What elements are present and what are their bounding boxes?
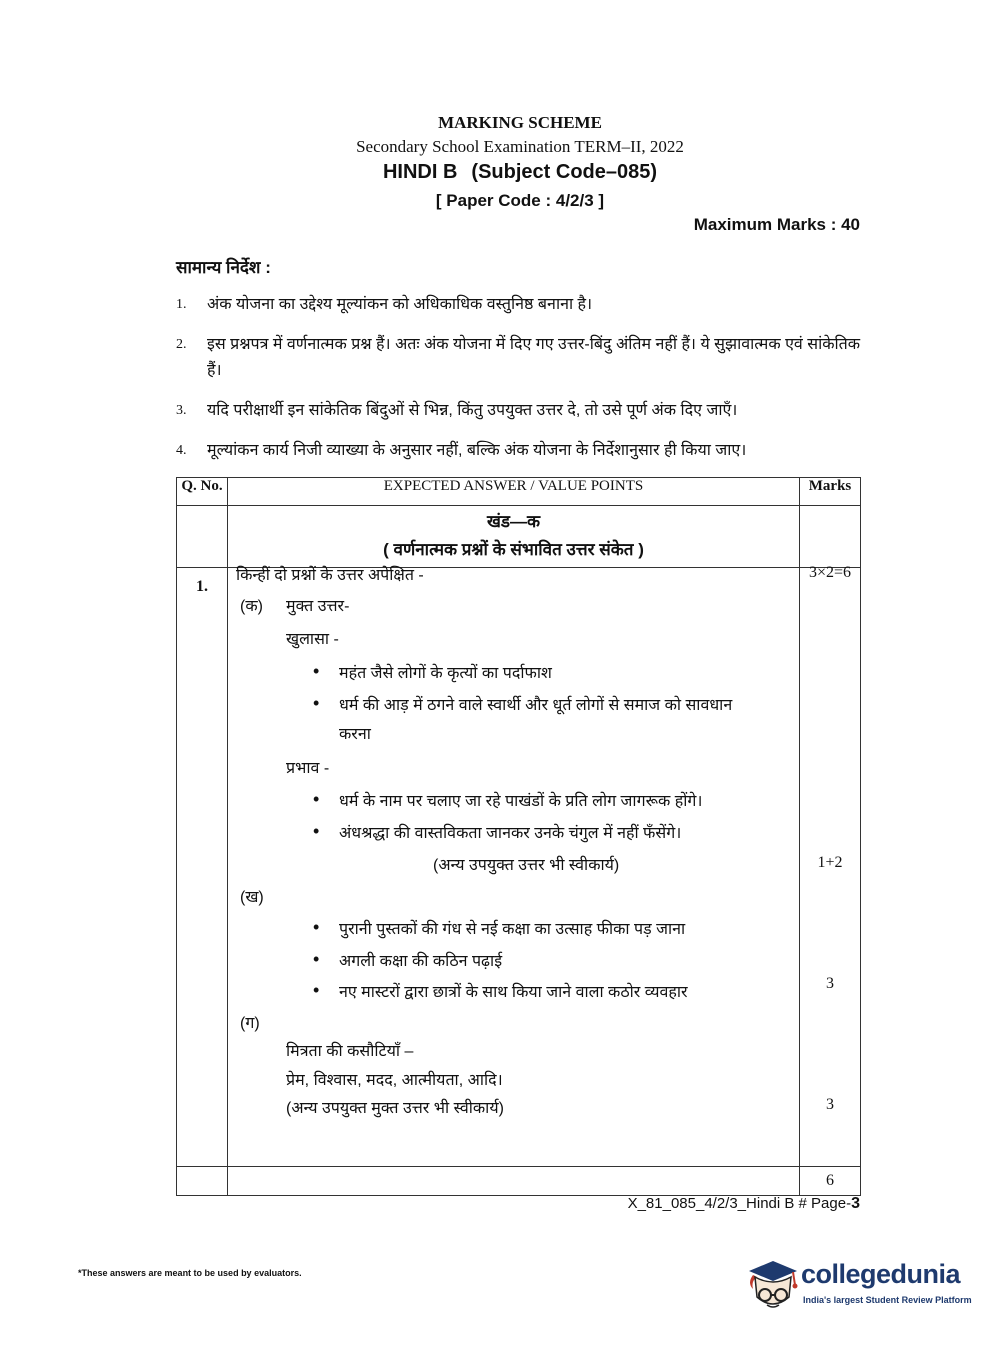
marking-scheme-title: MARKING SCHEME: [438, 113, 602, 132]
instruction-text: इस प्रश्नपत्र में वर्णनात्मक प्रश्न हैं। अतः अंक योजना में दिए गए उत्तर-बिंदु अंतिम नहीं हैं। ये सुझावात्मक एवं सांकेतिक हैं।: [207, 336, 861, 379]
instructions-list: [176, 292, 862, 478]
subject-heading: [0, 161, 1002, 184]
header-qno: Q. No.: [177, 478, 228, 506]
list-item: • महंत जैसे लोगों के कृत्यों का पर्दाफाश: [339, 661, 552, 683]
exam-name: Secondary School Examination TERM–II, 2022: [356, 137, 684, 156]
marks-part-ga: 3: [826, 1096, 834, 1113]
answer-cell: [228, 568, 800, 1167]
instructions-heading: सामान्य निर्देश :: [176, 258, 271, 277]
paper-code: [ Paper Code : 4/2/3 ]: [435, 191, 605, 210]
acceptance-note: (अन्य उपयुक्त उत्तर भी स्वीकार्य): [433, 857, 620, 874]
section-title: खंड—क: [486, 512, 541, 531]
mascot-icon: [743, 1253, 801, 1317]
table-header-row: [177, 478, 861, 506]
part-ga-label: (ग): [240, 1015, 260, 1032]
part-ka-subheading: खुलासा -: [286, 631, 339, 648]
marks-part-ka: 1+2: [817, 854, 843, 871]
header-marks: Marks: [800, 478, 861, 506]
instruction-number: 3.: [176, 403, 187, 418]
page-footer-code: [628, 1195, 860, 1213]
instruction-item: [176, 332, 862, 384]
header-answer: EXPECTED ANSWER / VALUE POINTS: [228, 478, 800, 506]
list-item: • अंधश्रद्धा की वास्तविकता जानकर उनके चंगुल में नहीं फँसेंगे।: [339, 821, 681, 843]
logo-tagline: India's largest Student Review Platform: [803, 1295, 972, 1305]
footer-code-text: X_81_085_4/2/3_Hindi B # Page-: [627, 1195, 852, 1212]
section-row: [177, 506, 861, 568]
question-intro: किन्हीं दो प्रश्नों के उत्तर अपेक्षित -: [236, 567, 424, 584]
section-subtitle: ( वर्णनात्मक प्रश्नों के संभावित उत्तर संकेत ): [383, 540, 644, 559]
max-marks: Maximum Marks : 40: [693, 215, 860, 234]
instruction-number: 4.: [176, 443, 187, 458]
instruction-item: [176, 292, 862, 318]
subject-name: HINDI B: [382, 161, 458, 183]
marks-overall: 3×2=6: [808, 564, 852, 581]
instruction-number: 1.: [176, 297, 187, 312]
instruction-number: 2.: [176, 337, 187, 352]
logo-wordmark: collegedunia: [801, 1259, 961, 1289]
page-number: 3: [851, 1195, 860, 1212]
part-ga-line: (अन्य उपयुक्त मुक्त उत्तर भी स्वीकार्य): [286, 1100, 504, 1117]
marking-table: [176, 477, 861, 1196]
instruction-text: अंक योजना का उद्देश्य मूल्यांकन को अधिकाधिक वस्तुनिष्ठ बनाना है।: [207, 296, 593, 313]
instruction-text: यदि परीक्षार्थी इन सांकेतिक बिंदुओं से भिन्न, किंतु उपयुक्त उत्तर दे, तो उसे पूर्ण अंक दिए जाएँ।: [207, 402, 738, 419]
list-item: • धर्म के नाम पर चलाए जा रहे पाखंडों के प्रति लोग जागरूक होंगे।: [339, 789, 702, 811]
part-ka-label: (क): [240, 598, 263, 615]
list-item: • अगली कक्षा की कठिन पढ़ाई: [339, 949, 502, 971]
part-ga-line: मित्रता की कसौटियाँ –: [286, 1043, 414, 1060]
evaluator-disclaimer: *These answers are meant to be used by evaluators.: [78, 1268, 302, 1278]
part-ka-title: मुक्त उत्तर-: [286, 598, 350, 615]
list-item-continuation: करना: [339, 726, 371, 743]
total-row: [177, 1167, 861, 1196]
instruction-item: [176, 398, 862, 424]
marks-cell: [800, 564, 861, 1167]
marks-part-kha: 3: [826, 975, 834, 992]
question-row: [177, 568, 861, 1167]
question-number: 1.: [177, 568, 228, 1167]
instruction-item: [176, 438, 862, 464]
part-ka-subheading: प्रभाव -: [286, 760, 330, 777]
marks-total: 6: [800, 1167, 861, 1196]
part-kha-label: (ख): [240, 889, 264, 906]
list-item: • नए मास्टरों द्वारा छात्रों के साथ किया जाने वाला कठोर व्यवहार: [339, 980, 688, 1002]
list-item: • धर्म की आड़ में ठगने वाले स्वार्थी और धूर्त लोगों से समाज को सावधान: [339, 693, 732, 715]
list-item: • पुरानी पुस्तकों की गंध से नई कक्षा का उत्साह फीका पड़ जाना: [339, 917, 685, 939]
part-ga-line: प्रेम, विश्वास, मदद, आत्मीयता, आदि।: [286, 1072, 503, 1089]
instruction-text: मूल्यांकन कार्य निजी व्याख्या के अनुसार नहीं, बल्कि अंक योजना के निर्देशानुसार ही किया जाए।: [207, 442, 747, 459]
subject-code: (Subject Code–085): [471, 161, 658, 183]
collegedunia-logo: [743, 1253, 983, 1317]
